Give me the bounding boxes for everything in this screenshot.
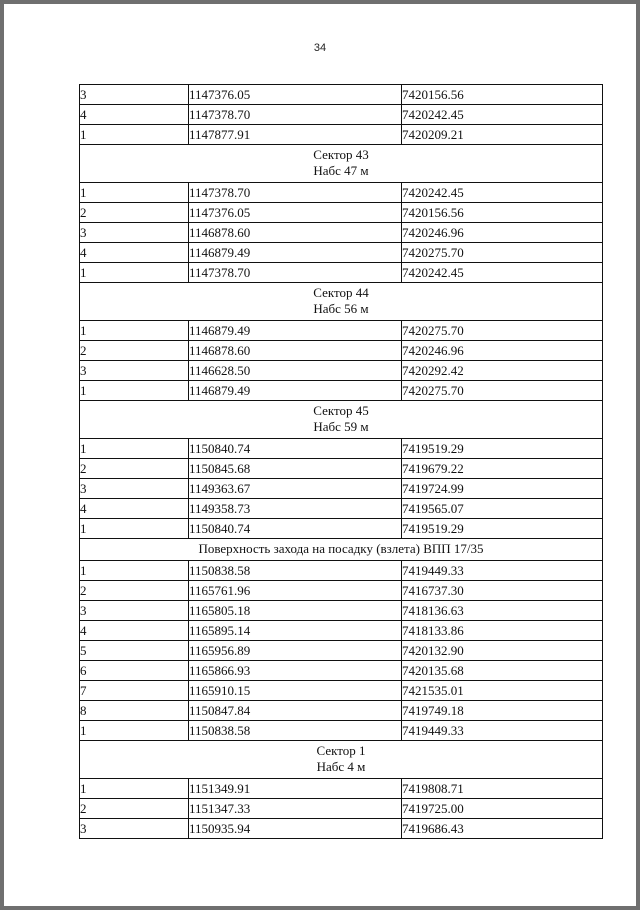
point-number-cell: 4: [80, 243, 189, 263]
point-number-cell: 6: [80, 661, 189, 681]
x-coordinate-cell: 1147378.70: [189, 263, 402, 283]
point-number-cell: 1: [80, 779, 189, 799]
section-header-cell: [80, 539, 603, 561]
point-number-cell: 3: [80, 223, 189, 243]
point-number-cell: 2: [80, 203, 189, 223]
y-coordinate-cell: 7420242.45: [402, 183, 603, 203]
x-coordinate-cell: 1150840.74: [189, 519, 402, 539]
x-coordinate-cell: 1146878.60: [189, 223, 402, 243]
table-row: [80, 125, 603, 145]
table-row: [80, 105, 603, 125]
section-header-row: [80, 145, 603, 183]
x-coordinate-cell: 1146878.60: [189, 341, 402, 361]
table-row: [80, 819, 603, 839]
table-row: [80, 601, 603, 621]
x-coordinate-cell: 1149363.67: [189, 479, 402, 499]
table-row: [80, 361, 603, 381]
x-coordinate-cell: 1146879.49: [189, 243, 402, 263]
section-header-row: [80, 539, 603, 561]
point-number-cell: 2: [80, 581, 189, 601]
point-number-cell: 2: [80, 341, 189, 361]
point-number-cell: 1: [80, 721, 189, 741]
x-coordinate-cell: 1165956.89: [189, 641, 402, 661]
table-row: [80, 459, 603, 479]
y-coordinate-cell: 7419679.22: [402, 459, 603, 479]
x-coordinate-cell: 1147877.91: [189, 125, 402, 145]
point-number-cell: 1: [80, 439, 189, 459]
y-coordinate-cell: 7419565.07: [402, 499, 603, 519]
x-coordinate-cell: 1165910.15: [189, 681, 402, 701]
x-coordinate-cell: 1147378.70: [189, 183, 402, 203]
x-coordinate-cell: 1147376.05: [189, 85, 402, 105]
y-coordinate-cell: 7420242.45: [402, 263, 603, 283]
section-header-row: [80, 741, 603, 779]
x-coordinate-cell: 1149358.73: [189, 499, 402, 519]
x-coordinate-cell: 1165895.14: [189, 621, 402, 641]
x-coordinate-cell: 1150838.58: [189, 721, 402, 741]
table-row: [80, 321, 603, 341]
y-coordinate-cell: 7419519.29: [402, 439, 603, 459]
y-coordinate-cell: 7420156.56: [402, 85, 603, 105]
x-coordinate-cell: 1150845.68: [189, 459, 402, 479]
y-coordinate-cell: 7420209.21: [402, 125, 603, 145]
x-coordinate-cell: 1165866.93: [189, 661, 402, 681]
point-number-cell: 5: [80, 641, 189, 661]
table-row: [80, 439, 603, 459]
section-height: Набс 56 м: [313, 301, 369, 316]
section-title: Сектор 43: [313, 147, 369, 162]
y-coordinate-cell: 7420275.70: [402, 243, 603, 263]
point-number-cell: 1: [80, 321, 189, 341]
y-coordinate-cell: 7420275.70: [402, 321, 603, 341]
table-row: [80, 661, 603, 681]
section-header-cell: [80, 401, 603, 439]
y-coordinate-cell: 7419519.29: [402, 519, 603, 539]
y-coordinate-cell: 7419449.33: [402, 721, 603, 741]
table-row: [80, 243, 603, 263]
y-coordinate-cell: 7420275.70: [402, 381, 603, 401]
section-height: Набс 47 м: [313, 163, 369, 178]
y-coordinate-cell: 7416737.30: [402, 581, 603, 601]
y-coordinate-cell: 7418136.63: [402, 601, 603, 621]
point-number-cell: 1: [80, 561, 189, 581]
table-row: [80, 799, 603, 819]
section-height: Набс 4 м: [316, 759, 366, 774]
x-coordinate-cell: 1146628.50: [189, 361, 402, 381]
table-row: [80, 479, 603, 499]
y-coordinate-cell: 7418133.86: [402, 621, 603, 641]
table-row: [80, 223, 603, 243]
table-row: [80, 681, 603, 701]
table-row: [80, 183, 603, 203]
y-coordinate-cell: 7419725.00: [402, 799, 603, 819]
y-coordinate-cell: 7421535.01: [402, 681, 603, 701]
x-coordinate-cell: 1147376.05: [189, 203, 402, 223]
point-number-cell: 8: [80, 701, 189, 721]
y-coordinate-cell: 7420156.56: [402, 203, 603, 223]
y-coordinate-cell: 7420135.68: [402, 661, 603, 681]
point-number-cell: 1: [80, 519, 189, 539]
table-row: [80, 581, 603, 601]
y-coordinate-cell: 7419686.43: [402, 819, 603, 839]
x-coordinate-cell: 1146879.49: [189, 321, 402, 341]
point-number-cell: 3: [80, 819, 189, 839]
table-row: [80, 85, 603, 105]
coordinates-table-body: [80, 85, 603, 839]
table-row: [80, 701, 603, 721]
section-height: Набс 59 м: [313, 419, 369, 434]
section-header-cell: [80, 741, 603, 779]
y-coordinate-cell: 7420246.96: [402, 223, 603, 243]
point-number-cell: 3: [80, 479, 189, 499]
section-title: Сектор 44: [313, 285, 369, 300]
x-coordinate-cell: 1151349.91: [189, 779, 402, 799]
table-row: [80, 341, 603, 361]
section-header-cell: [80, 283, 603, 321]
point-number-cell: 3: [80, 361, 189, 381]
table-row: [80, 641, 603, 661]
table-row: [80, 263, 603, 283]
x-coordinate-cell: 1150935.94: [189, 819, 402, 839]
section-header-row: [80, 401, 603, 439]
y-coordinate-cell: 7420242.45: [402, 105, 603, 125]
point-number-cell: 1: [80, 125, 189, 145]
point-number-cell: 2: [80, 799, 189, 819]
point-number-cell: 3: [80, 85, 189, 105]
y-coordinate-cell: 7419808.71: [402, 779, 603, 799]
section-title: Сектор 45: [313, 403, 369, 418]
y-coordinate-cell: 7420292.42: [402, 361, 603, 381]
point-number-cell: 7: [80, 681, 189, 701]
x-coordinate-cell: 1165761.96: [189, 581, 402, 601]
point-number-cell: 4: [80, 621, 189, 641]
section-title: Поверхность захода на посадку (взлета) ВПП 17/35: [198, 541, 484, 556]
point-number-cell: 1: [80, 381, 189, 401]
x-coordinate-cell: 1146879.49: [189, 381, 402, 401]
table-row: [80, 779, 603, 799]
x-coordinate-cell: 1165805.18: [189, 601, 402, 621]
point-number-cell: 1: [80, 263, 189, 283]
point-number-cell: 1: [80, 183, 189, 203]
table-row: [80, 381, 603, 401]
x-coordinate-cell: 1150840.74: [189, 439, 402, 459]
section-header-row: [80, 283, 603, 321]
y-coordinate-cell: 7419724.99: [402, 479, 603, 499]
table-row: [80, 203, 603, 223]
y-coordinate-cell: 7419749.18: [402, 701, 603, 721]
table-row: [80, 621, 603, 641]
document-page: [4, 4, 636, 906]
x-coordinate-cell: 1150838.58: [189, 561, 402, 581]
page-number: 34: [313, 42, 327, 54]
table-row: [80, 519, 603, 539]
table-row: [80, 721, 603, 741]
table-row: [80, 499, 603, 519]
x-coordinate-cell: 1147378.70: [189, 105, 402, 125]
point-number-cell: 2: [80, 459, 189, 479]
y-coordinate-cell: 7419449.33: [402, 561, 603, 581]
section-title: Сектор 1: [316, 743, 366, 758]
x-coordinate-cell: 1150847.84: [189, 701, 402, 721]
y-coordinate-cell: 7420246.96: [402, 341, 603, 361]
table-row: [80, 561, 603, 581]
point-number-cell: 4: [80, 105, 189, 125]
section-header-cell: [80, 145, 603, 183]
y-coordinate-cell: 7420132.90: [402, 641, 603, 661]
coordinates-table: [79, 84, 603, 839]
point-number-cell: 3: [80, 601, 189, 621]
point-number-cell: 4: [80, 499, 189, 519]
x-coordinate-cell: 1151347.33: [189, 799, 402, 819]
